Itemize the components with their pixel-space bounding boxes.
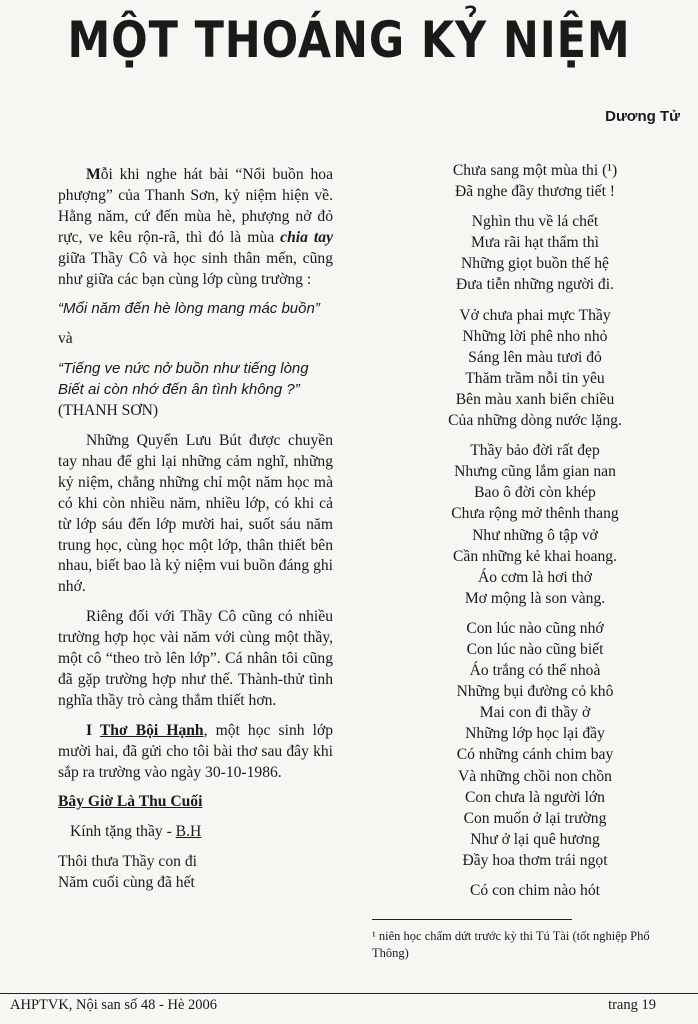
poem-line: Con muốn ở lại trường <box>463 809 607 827</box>
paragraph-3: Riêng đối với Thầy Cô cũng có nhiều trường hợp học vài năm với cùng một thầy, một cô “theo trò lên lớp”. Cá nhân tôi cũng đã gặp trường hợp như thế. Thành-thử tình nghĩa thầy trò càng thắm thiết hơn. <box>58 608 333 709</box>
quote-2-line-2: Biết ai còn nhớ đến ân tình không ?” <box>58 381 300 399</box>
poem-line: Năm cuối cùng đã hết <box>58 874 195 892</box>
paragraph-4: I Thơ Bội Hạnh, một học sinh lớp mười hai, đã gửi cho tôi bài thơ sau đây khi sắp ra trường vào ngày 30-10-1986. <box>58 721 334 781</box>
poem-line: Bên màu xanh biển chiều <box>455 390 615 408</box>
page-title: MỘT THOÁNG KỶ NIỆM <box>67 11 631 69</box>
poem-line: Con lúc nào cũng biết <box>466 640 604 658</box>
poem-line: Mưa rãi hạt thẩm thì <box>471 234 599 252</box>
poem-line: Nhưng cũng lắm gian nan <box>454 463 616 481</box>
page-number: trang 19 <box>608 997 656 1013</box>
stanza-5 <box>370 618 698 871</box>
stanza-3 <box>370 305 698 432</box>
poem-line: Mai con đi thầy ở <box>479 704 591 722</box>
paragraph-2: Những Quyển Lưu Bút được chuyền tay nhau để ghi lại những cảm nghĩ, những kỷ niệm, chẳng những chỉ một năm học mà có khi còn nhiều năm, nhiều lớp, có khi cả từ lớp sáu đến lớp mười hai, suốt sáu năm trung học, cùng học một lớp, thân thiết bên nhau, biết bao là kỷ niệm vui buồn đáng ghi nhớ. <box>58 431 333 596</box>
poem-line: Như những ô tập vở <box>472 526 598 544</box>
stanza-6 <box>370 880 698 901</box>
stanza-1 <box>370 160 698 202</box>
student-name: Thơ Bội Hạnh <box>99 721 204 739</box>
poem-line: Thăm trầm nỗi tin yêu <box>465 369 605 387</box>
poem-line: Nghìn thu về lá chết <box>471 213 599 231</box>
poem-line: Có con chim nào hót <box>470 882 600 899</box>
left-column <box>58 165 333 894</box>
poem-line: Chưa sang một mùa thi (¹) <box>452 162 618 179</box>
poem-line: Những giọt buồn thế hệ <box>461 255 609 273</box>
poem-line: Vở chưa phai mực Thầy <box>459 306 611 324</box>
footnote: ¹ niên học chấm dứt trước kỳ thi Tú Tài (tốt nghiệp Phổ Thông) <box>372 929 650 960</box>
poem-title: Bây Giờ Là Thu Cuối <box>58 793 203 811</box>
poem-line: Đưa tiễn những người đi. <box>456 276 614 294</box>
dedication: Kính tặng thầy - B.H <box>70 823 202 841</box>
poem-line: Con lúc nào cũng nhớ <box>466 619 604 637</box>
stanza-4 <box>370 440 698 609</box>
footer-publication: AHPTVK, Nội san số 48 - Hè 2006 <box>10 997 218 1013</box>
poem-line: Mơ mộng là son vàng. <box>464 589 606 607</box>
poem-line: Áo trắng có thể nhoà <box>469 662 601 680</box>
poem-line: Những bụi đường cỏ khô <box>456 683 614 701</box>
poem-line: Những lớp học lại đầy <box>465 725 605 743</box>
poem-line: Có những cánh chim bay <box>456 746 614 764</box>
dropcap: M <box>86 166 101 183</box>
stanza-2 <box>370 211 698 295</box>
poem-line: Thầy bảo đời rất đẹp <box>470 442 600 460</box>
quote-source: (THANH SƠN) <box>58 402 159 420</box>
paragraph-1: Mỗi khi nghe hát bài “Nổi buồn hoa phượng” của Thanh Sơn, kỷ niệm hiện về. Hằng năm, cứ đến mùa hè, phượng nở đỏ rực, ve kêu rộn-rã, thì đó là mùa chia tay giữa Thầy Cô và học sinh thân mến, cũng như giữa các bạn cùng lớp cùng trường : <box>58 166 333 288</box>
poem-line: Bao ô đời còn khép <box>474 484 596 502</box>
poem-line: Chưa rộng mở thênh thang <box>451 505 619 523</box>
poem-line: Con chưa là người lớn <box>465 788 605 806</box>
footer-divider <box>0 993 698 994</box>
poem-line: Đầy hoa thơm trái ngọt <box>462 851 608 869</box>
poem-line: Áo cơm là hơi thở <box>478 568 592 586</box>
poem-line: Sáng lên màu tươi đỏ <box>468 348 602 366</box>
poem-line: Những lời phê nho nhỏ <box>462 327 608 345</box>
poem-line: Cần những kẻ khai hoang. <box>453 547 617 565</box>
poem-line: Thôi thưa Thầy con đi <box>58 853 197 871</box>
author-name: Dương Tử <box>605 108 680 125</box>
conjunction: và <box>58 330 73 348</box>
quote-2-line-1: “Tiếng ve nức nở buồn như tiếng lòng <box>58 360 309 378</box>
quote-1: “Mổi năm đến hè lòng mang mác buồn” <box>58 300 320 318</box>
poem-line: Đã nghe đầy thương tiết ! <box>454 183 616 201</box>
right-column-poem <box>370 160 698 910</box>
emphasis-chia-tay: chia tay <box>280 228 333 246</box>
poem-line: Như ở lại quê hương <box>470 830 600 848</box>
poem-line: Và những chồi non chồn <box>458 767 612 785</box>
poem-line: Của những dòng nước lặng. <box>448 412 622 430</box>
footnote-divider <box>372 919 572 920</box>
